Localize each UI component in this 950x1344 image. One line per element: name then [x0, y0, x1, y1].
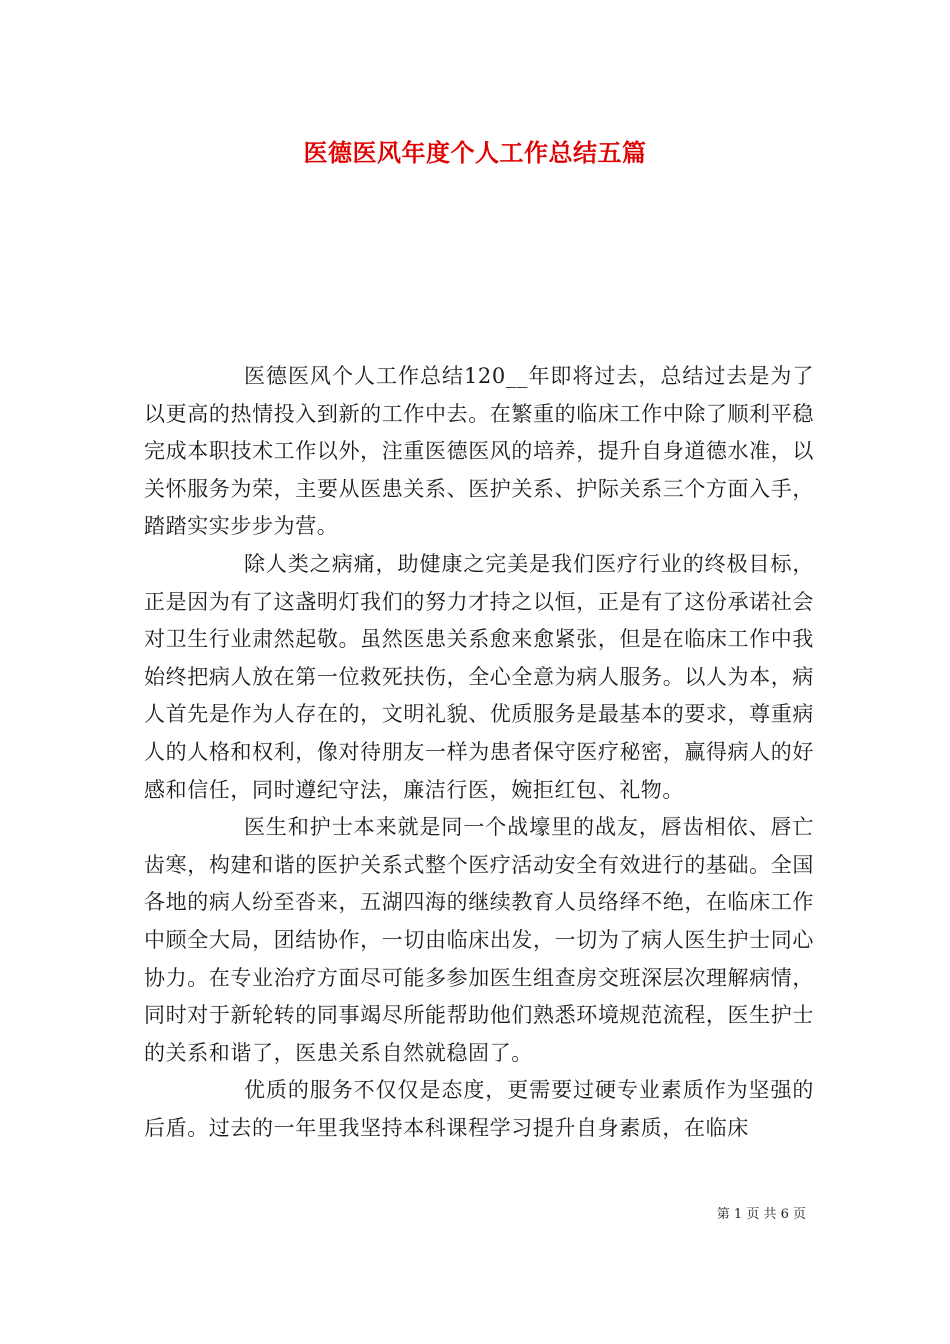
paragraph-4: 优质的服务不仅仅是态度，更需要过硬专业素质作为坚强的后盾。过去的一年里我坚持本科课程学习提升自身素质，在临床 [144, 1078, 814, 1140]
document-title: 医德医风年度个人工作总结五篇 [303, 139, 647, 167]
document-body [144, 358, 814, 1147]
page-number-footer: 第 1 页 共 6 页 [716, 1207, 806, 1222]
paragraph-1: 医德医风个人工作总结120__年即将过去，总结过去是为了以更高的热情投入到新的工作中去。在繁重的临床工作中除了顺利平稳完成本职技术工作以外，注重医德医风的培养，提升自身道德水准，以关怀服务为荣，主要从医患关系、医护关系、护际关系三个方面入手，踏踏实实步步为营。 [144, 364, 814, 539]
paragraph-3: 医生和护士本来就是同一个战壕里的战友，唇齿相依、唇亡齿寒，构建和谐的医护关系式整个医疗活动安全有效进行的基础。全国各地的病人纷至沓来，五湖四海的继续教育人员络绎不绝，在临床工作中顾全大局，团结协作，一切由临床出发，一切为了病人医生护士同心协力。在专业治疗方面尽可能多参加医生组查房交班深层次理解病情，同时对于新轮转的同事竭尽所能帮助他们熟悉环境规范流程，医生护士的关系和谐了，医患关系自然就稳固了。 [144, 815, 814, 1065]
paragraph-2: 除人类之病痛，助健康之完美是我们医疗行业的终极目标，正是因为有了这盏明灯我们的努力才持之以恒，正是有了这份承诺社会对卫生行业肃然起敬。虽然医患关系愈来愈紧张，但是在临床工作中我始终把病人放在第一位救死扶伤，全心全意为病人服务。以人为本，病人首先是作为人存在的，文明礼貌、优质服务是最基本的要求，尊重病人的人格和权利，像对待朋友一样为患者保守医疗秘密，赢得病人的好感和信任，同时遵纪守法，廉洁行医，婉拒红包、礼物。 [144, 551, 814, 802]
